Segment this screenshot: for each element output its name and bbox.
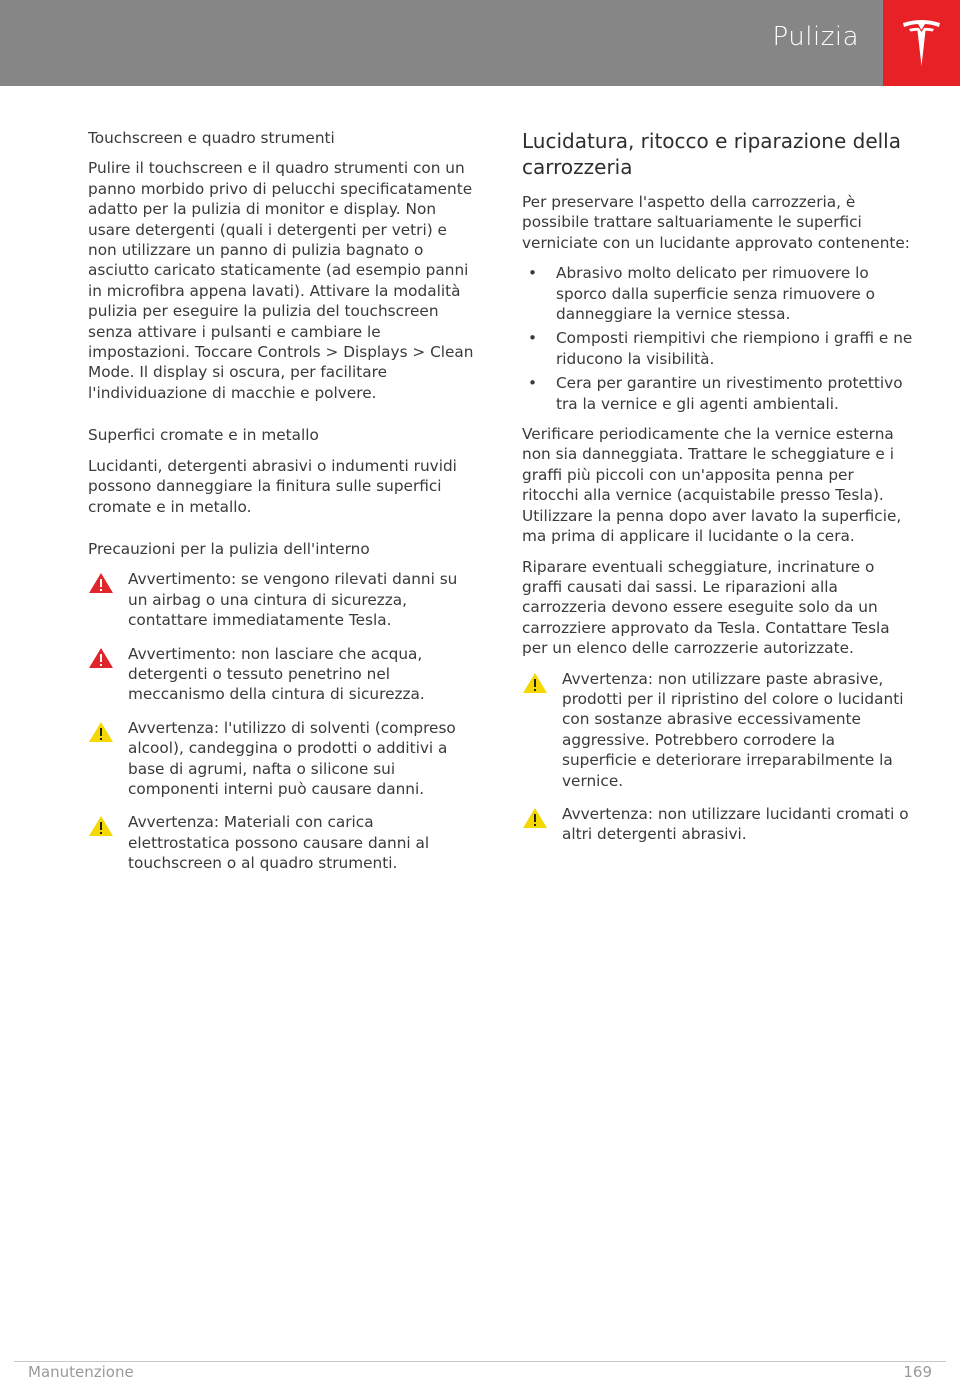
caution-notice	[522, 669, 914, 791]
page-header	[0, 0, 960, 86]
caution-notice	[88, 718, 480, 800]
chrome-heading: Superfici cromate e in metallo	[88, 426, 319, 445]
touchscreen-heading: Touchscreen e quadro strumenti	[88, 129, 335, 147]
interior-heading: Precauzioni per la pulizia dell'interno	[88, 539, 370, 558]
polish-list	[522, 263, 914, 414]
touchscreen-body: Pulire il touchscreen e il quadro strumenti con un panno morbido privo di pelucchi specificatamente adatto per la pulizia di monitor e display. Non usare detergenti (quali i detergenti per vetri) e non utilizzare un panno di pulizia bagnato o asciutto caricato staticamente (ad esempio panni in microfibra appena lavati). Attivare la modalità pulizia per eseguire la pulizia del touchscreen senza attivare i pulsanti e cambiare le impostazioni. Toccare Controls > Displays > Clean Mode. Il display si oscura, per facilitare l'individuazione di macchie e polvere.	[88, 159, 474, 402]
yellow-caution-icon	[88, 721, 114, 743]
notice-text: Avvertenza: non utilizzare paste abrasive, prodotti per il ripristino del colore o lucidanti con sostanze abrasive eccessivamente aggressive. Potrebbero corrodere la superficie e deteriorare irreparabilmente la vernice.	[562, 669, 904, 790]
footer-section: Manutenzione	[28, 1363, 134, 1381]
tesla-logo-icon	[901, 18, 942, 68]
repair-paragraph: Riparare eventuali scheggiature, incrinature o graffi causati dai sassi. Le riparazioni alla carrozzeria devono essere eseguite solo da un carrozziere approvato da Tesla. Contattare Tesla per un elenco delle carrozzerie autorizzate.	[522, 557, 890, 658]
notice-text: Avvertenza: non utilizzare lucidanti cromati o altri detergenti abrasivi.	[562, 804, 909, 844]
bodywork-intro: Per preservare l'aspetto della carrozzeria, è possibile trattare saltuariamente le superfici verniciate con un lucidante approvato contenente:	[522, 193, 910, 252]
notice-text: Avvertenza: Materiali con carica elettrostatica possono causare danni al touchscreen o al quadro strumenti.	[128, 813, 430, 873]
notice-text: Avvertimento: se vengono rilevati danni su un airbag o una cintura di sicurezza, contattare immediatamente Tesla.	[128, 570, 458, 630]
warning-notice	[88, 644, 480, 705]
bullet-icon: •	[528, 264, 538, 283]
inspection-paragraph: Verificare periodicamente che la vernice esterna non sia danneggiata. Trattare le scheggiature e i graffi più piccoli con un'apposita penna per ritocchi alla vernice (acquistabile presso Tesla). Utilizzare la penna dopo aver lavato la superficie, ma prima di applicare il lucidante o la cera.	[522, 425, 902, 546]
bullet-icon: •	[528, 329, 538, 348]
logo-box	[883, 0, 960, 86]
footer-divider	[14, 1361, 946, 1362]
bullet-icon: •	[528, 374, 538, 393]
list-item: • Abrasivo molto delicato per rimuovere lo sporco dalla superficie senza rimuovere o danneggiare la vernice stessa.	[528, 264, 875, 324]
chrome-body: Lucidanti, detergenti abrasivi o indumenti ruvidi possono danneggiare la finitura sulle superfici cromate e in metallo.	[88, 456, 457, 516]
list-item: • Cera per garantire un rivestimento protettivo tra la vernice e gli agenti ambientali.	[528, 374, 903, 413]
list-item: • Composti riempitivi che riempiono i graffi e ne riducono la visibilità.	[528, 329, 913, 368]
right-column	[522, 128, 914, 858]
notice-text: Avvertenza: l'utilizzo di solventi (compreso alcool), candeggina o prodotti o additivi a base di agrumi, nafta o silicone sui componenti interni può causare danni.	[128, 718, 456, 798]
red-warning-icon	[88, 572, 114, 594]
warning-notice	[88, 569, 480, 630]
bodywork-heading: Lucidatura, ritocco e riparazione della carrozzeria	[522, 129, 901, 179]
notice-text: Avvertimento: non lasciare che acqua, detergenti o tessuto penetrino nel meccanismo della cintura di sicurezza.	[128, 644, 425, 704]
caution-notice	[88, 812, 480, 873]
yellow-caution-icon	[88, 815, 114, 837]
page-number: 169	[903, 1363, 932, 1381]
yellow-caution-icon	[522, 807, 548, 829]
caution-notice	[522, 804, 914, 845]
left-column	[88, 128, 480, 887]
yellow-caution-icon	[522, 672, 548, 694]
red-warning-icon	[88, 647, 114, 669]
section-title: Pulizia	[772, 22, 859, 52]
